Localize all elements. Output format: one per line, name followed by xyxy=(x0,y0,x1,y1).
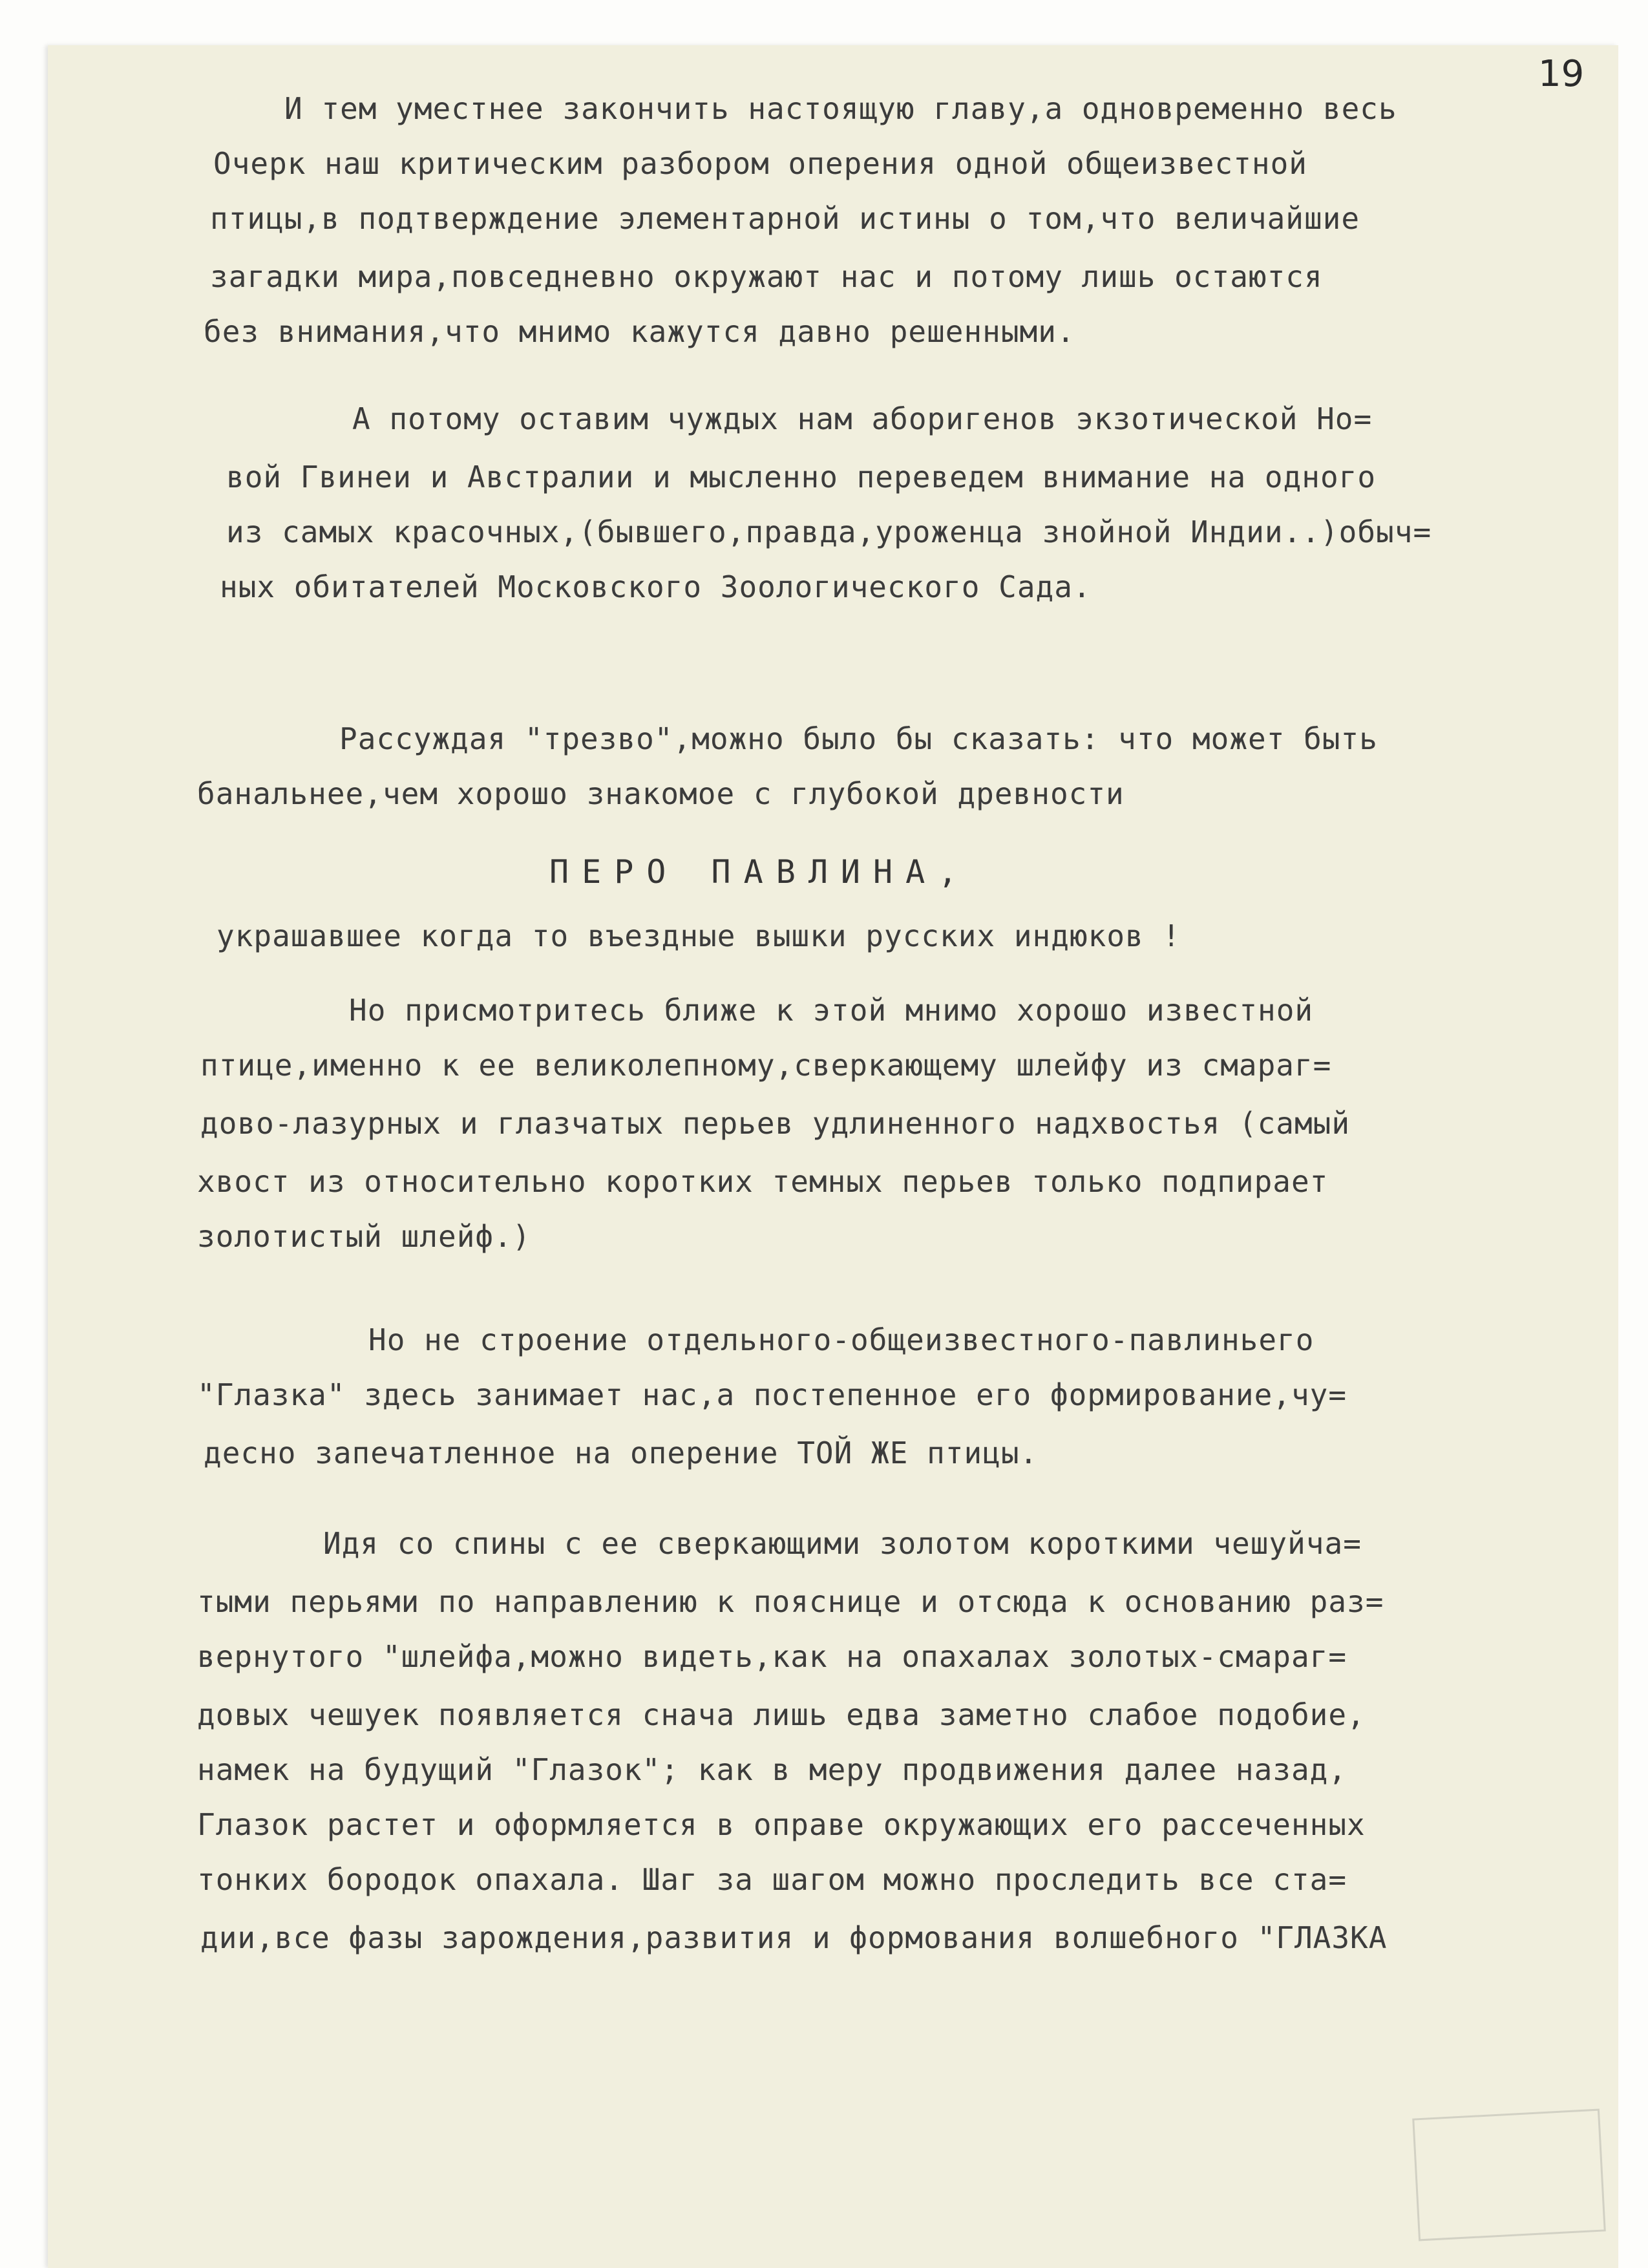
text-line: дово-лазурных и глазчатых перьев удлиненного надхвостья (самый xyxy=(200,1106,1351,1141)
text-line: ных обитателей Московского Зоологического Сада. xyxy=(220,569,1092,604)
text-line: хвост из относительно коротких темных перьев только подпирает xyxy=(197,1164,1329,1199)
text-line: золотистый шлейф.) xyxy=(197,1219,531,1254)
text-line: Очерк наш критическим разбором оперения одной общеизвестной xyxy=(213,146,1307,181)
text-line: А потому оставим чуждых нам аборигенов экзотической Но= xyxy=(352,401,1373,436)
text-line: птицы,в подтверждение элементарной истины о том,что величайшие xyxy=(210,201,1360,236)
text-line: десно запечатленное на оперение ТОЙ ЖЕ птицы. xyxy=(204,1436,1039,1470)
section-heading: ПЕРО ПАВЛИНА, xyxy=(549,853,971,891)
text-line: загадки мира,повседневно окружают нас и потому лишь остаются xyxy=(210,259,1323,294)
text-line: Идя со спины с ее сверкающими золотом короткими чешуйча= xyxy=(323,1526,1362,1561)
text-line: тыми перьями по направлению к пояснице и отсюда к основанию раз= xyxy=(197,1584,1384,1619)
text-line: вой Гвинеи и Австралии и мысленно переведем внимание на одного xyxy=(226,460,1377,494)
text-line: дии,все фазы зарождения,развития и формования волшебного "ГЛАЗКА xyxy=(200,1920,1388,1955)
text-line: Но не строение отдельного-общеизвестного-павлиньего xyxy=(368,1322,1315,1357)
text-line: из самых красочных,(бывшего,правда,уроженца знойной Индии..)обыч= xyxy=(226,514,1432,549)
text-line: Рассуждая "трезво",можно было бы сказать: что может быть xyxy=(339,721,1378,756)
text-line: птице,именно к ее великолепному,сверкающему шлейфу из смараг= xyxy=(200,1048,1332,1083)
archive-stamp xyxy=(1412,2109,1606,2242)
text-line: Но присмотритесь ближе к этой мнимо хорошо известной xyxy=(349,993,1314,1028)
text-line: вернутого "шлейфа,можно видеть,как на опахалах золотых-смараг= xyxy=(197,1639,1347,1674)
text-line: украшавшее когда то въездные вышки русских индюков ! xyxy=(217,918,1181,953)
page-number: 19 xyxy=(1538,53,1585,95)
text-line: намек на будущий "Глазок"; как в меру продвижения далее назад, xyxy=(197,1752,1347,1787)
text-line: довых чешуек появляется снача лишь едва заметно слабое подобие, xyxy=(197,1697,1366,1732)
text-line: Глазок растет и оформляется в оправе окружающих его рассеченных xyxy=(197,1807,1366,1842)
text-line: "Глазка" здесь занимает нас,а постепенное его формирование,чу= xyxy=(197,1377,1347,1412)
text-line: И тем уместнее закончить настоящую главу,а одновременно весь xyxy=(284,91,1397,126)
text-line: банальнее,чем хорошо знакомое с глубокой древности xyxy=(197,776,1125,811)
text-line: тонких бородок опахала. Шаг за шагом можно проследить все ста= xyxy=(197,1862,1347,1897)
text-line: без внимания,что мнимо кажутся давно решенными. xyxy=(204,314,1075,349)
